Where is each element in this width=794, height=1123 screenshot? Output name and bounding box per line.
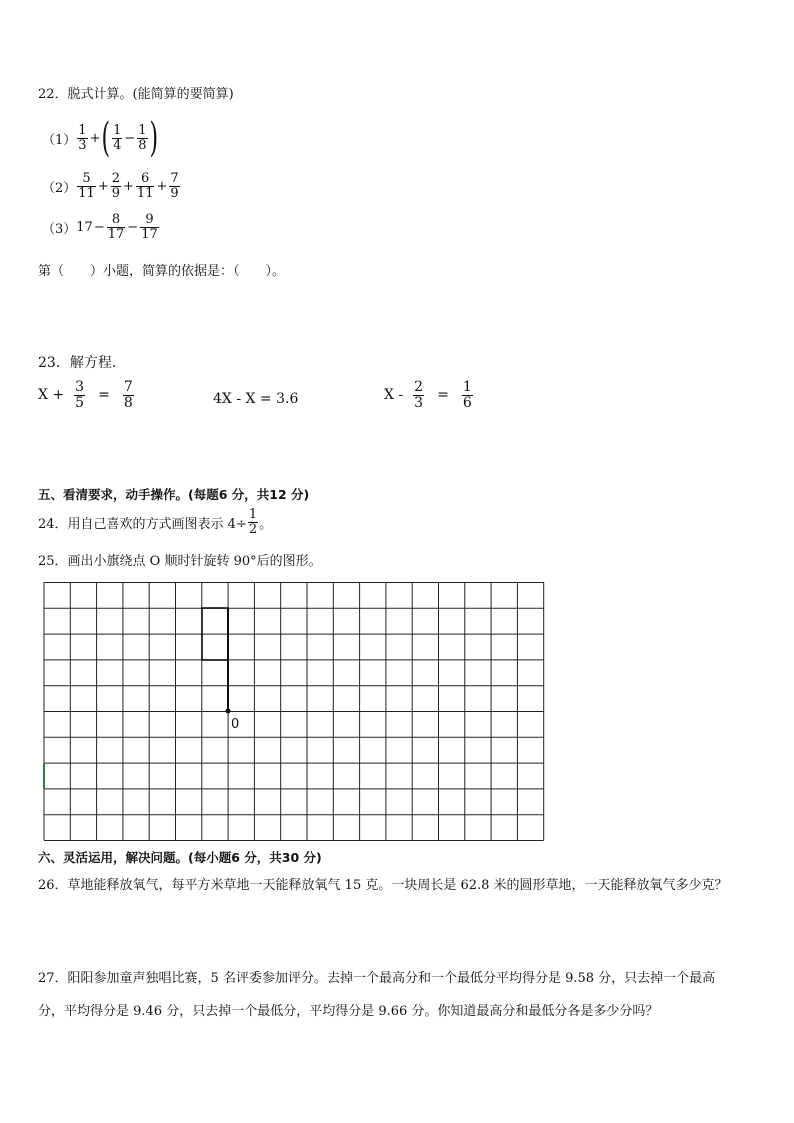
- right-paren: ): [149, 115, 158, 161]
- q22-part2-label: （2）: [42, 180, 77, 196]
- plus-sign: +: [123, 178, 134, 194]
- section-5-heading: 五、看清要求，动手操作。(每题6 分，共12 分): [38, 487, 310, 502]
- equals-sign: =: [437, 387, 449, 404]
- left-paren: (: [101, 115, 111, 161]
- rotation-grid: [43, 582, 545, 842]
- plus-sign: +: [89, 130, 101, 146]
- equals-sign: =: [98, 387, 110, 404]
- equation-text: X -: [384, 387, 404, 404]
- plus-sign: +: [156, 178, 168, 194]
- fraction: $\frac{7}{8}$: [123, 379, 133, 411]
- q23-equation-2: 4X - X = 3.6: [213, 391, 299, 407]
- fraction: $\frac{1}{6}$: [462, 379, 472, 411]
- q22-part3: [42, 213, 160, 241]
- fraction: $\frac{2}{9}$: [111, 171, 121, 201]
- q25-text: 25．画出小旗绕点 O 顺时针旋转 90°后的图形。: [38, 554, 322, 569]
- q23-title: 23．解方程.: [38, 355, 117, 371]
- section-6-heading: 六、灵活运用，解决问题。(每小题6 分，共30 分): [38, 850, 322, 865]
- q27-line-1: 27．阳阳参加童声独唱比赛，5 名评委参加评分。去掉一个最高分和一个最低分平均得分是 9.58 分，只去掉一个最高: [38, 971, 716, 986]
- equation-text: X +: [38, 387, 65, 404]
- q23-equation-3: [384, 380, 474, 410]
- q24: [38, 508, 272, 536]
- minus-sign: −: [93, 219, 105, 235]
- fraction: $\frac{5}{11}$: [78, 171, 95, 201]
- q24-end: 。: [259, 516, 273, 532]
- q26-text: 26．草地能释放氧气，每平方米草地一天能释放氧气 15 克。一块周长是 62.8 米的圆形草地，一天能释放氧气多少克？: [38, 878, 728, 893]
- fraction: $\frac{7}{9}$: [170, 171, 179, 201]
- fraction: $\frac{1}{3}$: [78, 122, 87, 153]
- q22-part1-label: （1）: [42, 132, 77, 148]
- q22-answer-line: 第（ ）小题，简算的依据是：（ ）。: [38, 264, 286, 279]
- q22-title: 22．脱式计算。(能简算的要简算): [38, 87, 234, 102]
- fraction: $\frac{1}{4}$: [113, 122, 122, 153]
- minus-sign: −: [127, 219, 139, 235]
- rotation-point-o: [226, 709, 231, 714]
- q24-text: 24．用自己喜欢的方式画图表示 4÷: [38, 516, 247, 532]
- fraction: $\frac{1}{8}$: [138, 122, 147, 153]
- plus-sign: +: [97, 178, 109, 194]
- q22-part1: [42, 115, 158, 161]
- fraction: $\frac{2}{3}$: [414, 379, 424, 411]
- fraction: $\frac{3}{5}$: [75, 379, 85, 411]
- number: 17: [76, 219, 93, 235]
- q23-equation-1: [38, 380, 135, 410]
- fraction: $\frac{1}{2}$: [248, 507, 258, 537]
- fraction: $\frac{8}{17}$: [107, 212, 125, 242]
- q22-part2: [42, 172, 181, 200]
- minus-sign: −: [124, 130, 136, 146]
- q27-line-2: 分，平均得分是 9.46 分，只去掉一个最低分，平均得分是 9.66 分。你知道最高分和最低分各是多少分吗？: [38, 1004, 659, 1019]
- fraction: $\frac{9}{17}$: [141, 212, 158, 242]
- fraction: $\frac{6}{11}$: [136, 171, 154, 201]
- point-o-label: 0: [231, 717, 240, 732]
- q22-part3-label: （3）: [42, 221, 77, 237]
